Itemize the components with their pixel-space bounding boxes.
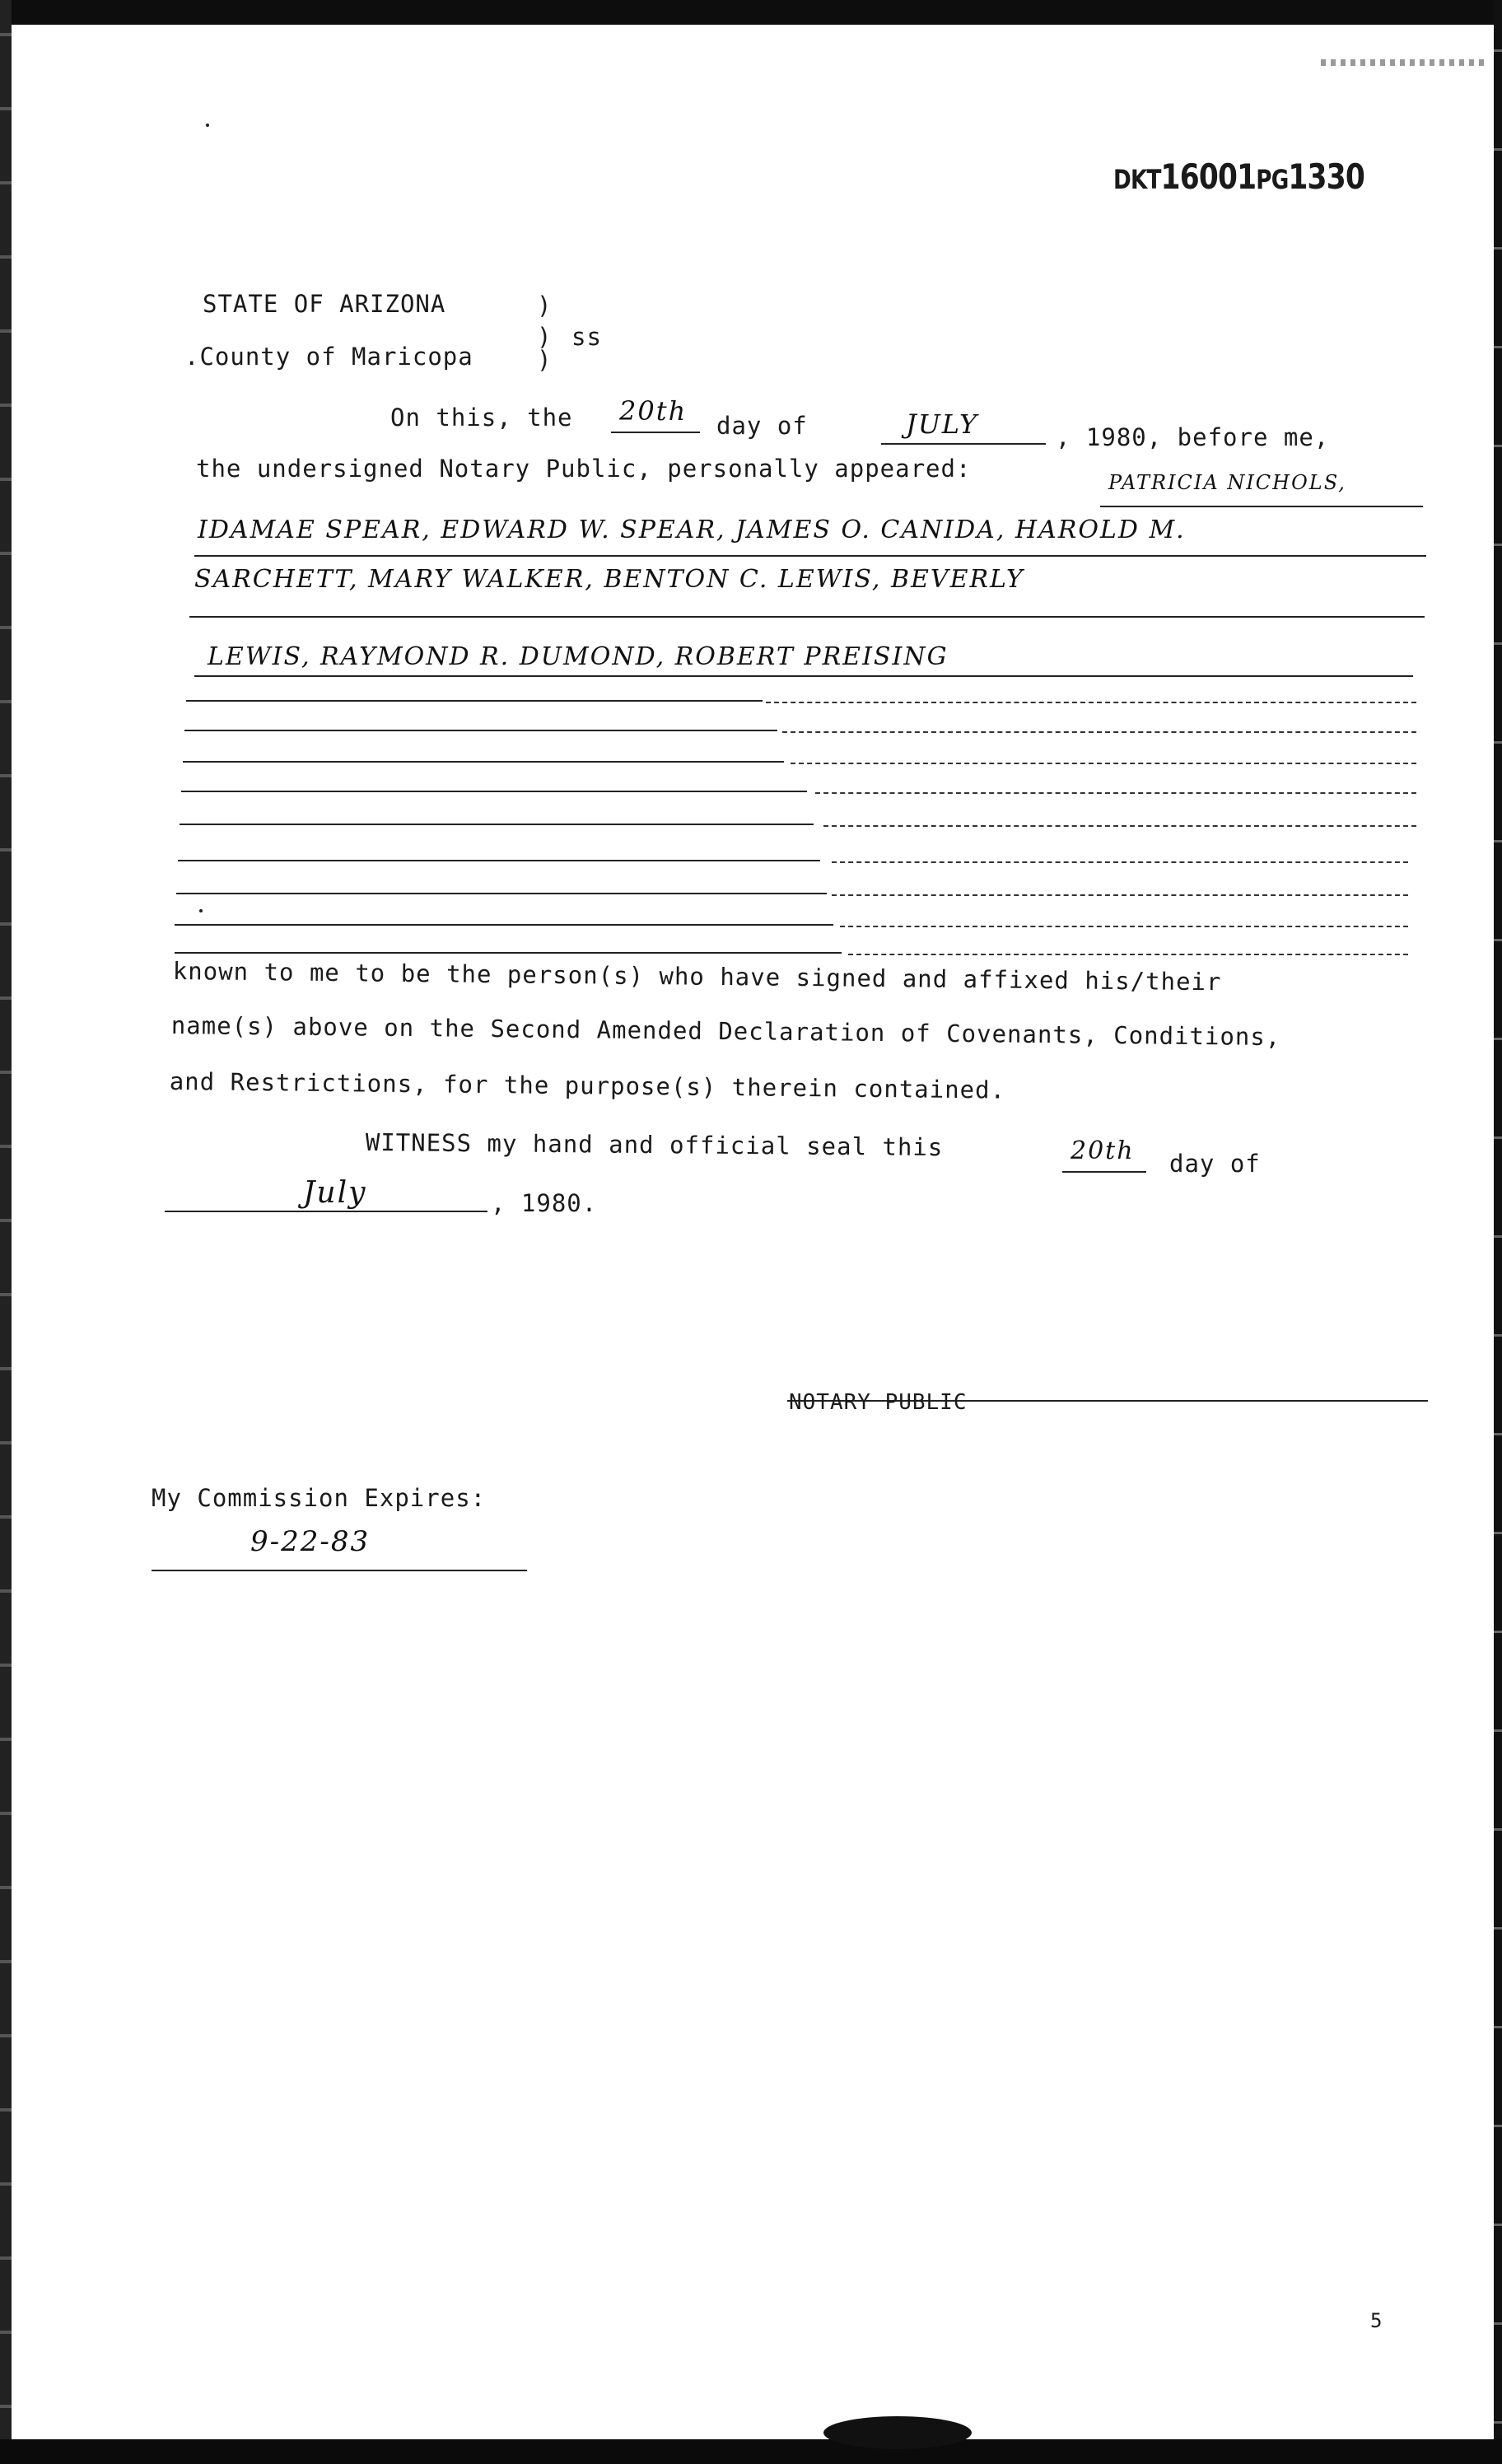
blank-line <box>183 761 784 763</box>
blank-line <box>152 1570 527 1571</box>
blank-line <box>175 952 842 954</box>
appearer-handwritten: SARCHETT, MARY WALKER, BENTON C. LEWIS, BEVERLY <box>194 565 1024 594</box>
blank-line <box>848 954 1408 955</box>
body-line: name(s) above on the Second Amended Declaration of Covenants, Conditions, <box>170 1011 1281 1052</box>
blank-line <box>881 443 1046 445</box>
blank-line <box>782 731 1416 733</box>
intro-day-of: day of <box>716 412 808 440</box>
body-line: known to me to be the person(s) who have signed and affixed his/their <box>172 957 1222 996</box>
scan-blot <box>823 2416 972 2449</box>
commission-date-handwritten: 9-22-83 <box>250 1525 371 1558</box>
venue-county: .County of Maricopa <box>184 343 473 371</box>
docket-number: 16001 <box>1160 156 1257 197</box>
blank-line <box>175 924 833 926</box>
scan-edge-left <box>0 0 12 2464</box>
venue-state: STATE OF ARIZONA <box>203 290 446 318</box>
blank-line <box>815 792 1416 794</box>
witness-month-handwritten: July <box>303 1176 367 1210</box>
page-mark: 5 <box>1370 2309 1383 2332</box>
blank-line <box>1062 1171 1146 1173</box>
body-line: and Restrictions, for the purpose(s) therein contained. <box>169 1067 1006 1104</box>
blank-line <box>611 432 700 433</box>
docket-prefix: DKT <box>1113 164 1161 195</box>
blank-line <box>186 700 763 702</box>
notary-label: NOTARY PUBLIC <box>789 1390 968 1415</box>
blank-line <box>165 1211 487 1212</box>
blank-line <box>184 730 777 731</box>
appearer-handwritten: PATRICIA NICHOLS, <box>1108 471 1346 494</box>
witness-day-handwritten: 20th <box>1071 1136 1135 1165</box>
blank-line <box>1100 506 1423 507</box>
scan-specks <box>1321 59 1486 66</box>
blank-line <box>194 675 1413 677</box>
blank-line <box>766 702 1416 703</box>
docket-pg: PG <box>1256 164 1289 195</box>
docket-page: 1330 <box>1288 156 1364 197</box>
blank-line <box>832 894 1408 896</box>
venue-paren: ) <box>537 292 553 320</box>
intro-line2: the undersigned Notary Public, personally appeared: <box>196 455 972 483</box>
blank-line <box>791 763 1416 764</box>
venue-paren: ) <box>537 323 553 351</box>
speck <box>199 909 203 912</box>
venue-ss: ss <box>571 323 602 351</box>
intro-on-this: On this, the <box>390 404 573 432</box>
blank-line <box>194 555 1426 557</box>
scan-edge-bottom <box>0 2439 1502 2464</box>
intro-month-handwritten: JULY <box>906 408 979 440</box>
scan-edge-right <box>1494 0 1502 2464</box>
intro-year: , 1980, before me, <box>1056 423 1330 451</box>
blank-line <box>178 860 820 861</box>
witness-day-of: day of <box>1169 1150 1261 1178</box>
witness-text: WITNESS my hand and official seal this <box>365 1128 944 1162</box>
docket-stamp <box>1113 156 1364 197</box>
blank-line <box>176 893 827 894</box>
witness-year: , 1980. <box>491 1189 598 1217</box>
appearer-handwritten: IDAMAE SPEAR, EDWARD W. SPEAR, JAMES O. CANIDA, HAROLD M. <box>198 516 1186 544</box>
intro-day-handwritten: 20th <box>619 395 688 427</box>
speck <box>206 124 209 127</box>
blank-line <box>180 824 814 825</box>
venue-paren: ) <box>537 346 553 374</box>
blank-line <box>840 926 1408 927</box>
scan-edge-top <box>0 0 1502 25</box>
blank-line <box>823 825 1416 827</box>
commission-label: My Commission Expires: <box>152 1484 487 1512</box>
blank-line <box>832 861 1408 863</box>
blank-line <box>181 791 807 792</box>
appearer-handwritten: LEWIS, RAYMOND R. DUMOND, ROBERT PREISING <box>208 642 949 671</box>
blank-line <box>189 616 1425 618</box>
